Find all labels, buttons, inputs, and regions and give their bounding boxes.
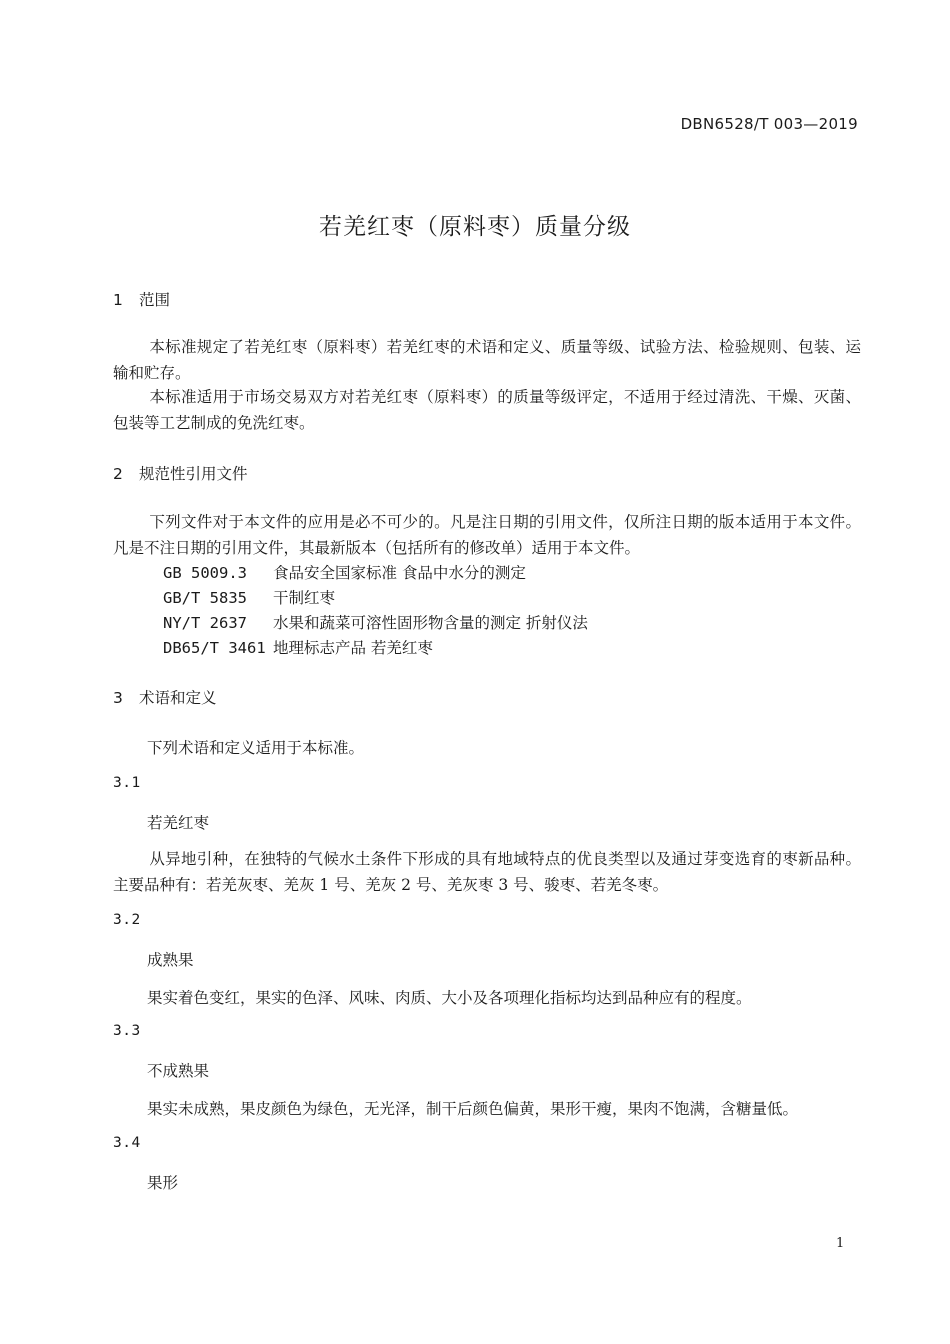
reference-code: NY/T 2637	[163, 614, 247, 632]
reference-item	[163, 586, 335, 608]
section-title: 范围	[139, 291, 171, 309]
term-heading: 成熟果	[147, 951, 194, 969]
section-number: 3	[113, 689, 123, 707]
document-number: DBN6528/T 003—2019	[680, 115, 858, 133]
reference-title: 干制红枣	[273, 589, 336, 607]
clause-number: 3.2	[113, 912, 141, 928]
clause-number: 3.3	[113, 1023, 141, 1039]
paragraph-text: 本标准适用于市场交易双方对若羌红枣（原料枣）的质量等级评定，不适用于经过清洗、干燥、灭菌、包装等工艺制成的免洗红枣。	[113, 388, 861, 432]
term-heading: 不成熟果	[147, 1062, 210, 1080]
terms-intro: 下列术语和定义适用于本标准。	[147, 739, 365, 757]
reference-item	[163, 611, 588, 633]
document-title: 若羌红枣（原料枣）质量分级	[319, 214, 631, 240]
reference-code: DB65/T 3461	[163, 639, 266, 657]
term-heading: 果形	[147, 1174, 179, 1192]
reference-item	[163, 561, 526, 583]
paragraph-text: 本标准规定了若羌红枣（原料枣）若羌红枣的术语和定义、质量等级、试验方法、检验规则、包装、运输和贮存。	[113, 338, 861, 382]
clause-number: 3.4	[113, 1135, 141, 1151]
section-number: 2	[113, 465, 123, 483]
term-definition: 果实着色变红，果实的色泽、风味、肉质、大小及各项理化指标均达到品种应有的程度。	[147, 989, 752, 1007]
reference-item	[163, 636, 433, 658]
reference-title: 水果和蔬菜可溶性固形物含量的测定 折射仪法	[273, 614, 588, 632]
paragraph-text: 下列文件对于本文件的应用是必不可少的。凡是注日期的引用文件，仅所注日期的版本适用于本文件。凡是不注日期的引用文件，其最新版本（包括所有的修改单）适用于本文件。	[113, 513, 861, 557]
reference-title: 食品安全国家标准 食品中水分的测定	[273, 564, 526, 582]
paragraph-text: 从异地引种，在独特的气候水土条件下形成的具有地域特点的优良类型以及通过芽变选育的枣新品种。主要品种有：若羌灰枣、羌灰 1 号、羌灰 2 号、羌灰枣 3 号、骏枣、若羌冬枣。	[113, 850, 861, 894]
page-number: 1	[836, 1236, 845, 1251]
section-2-heading	[113, 462, 248, 484]
section-title: 术语和定义	[139, 689, 217, 707]
reference-title: 地理标志产品 若羌红枣	[273, 639, 433, 657]
term-definition: 果实未成熟，果皮颜色为绿色，无光泽，制干后颜色偏黄，果形干瘦，果肉不饱满，含糖量低。	[147, 1100, 799, 1118]
normative-references-intro	[113, 509, 861, 561]
reference-code: GB/T 5835	[163, 589, 247, 607]
clause-number: 3.1	[113, 775, 141, 791]
term-definition	[113, 846, 861, 898]
reference-code: GB 5009.3	[163, 564, 247, 582]
section-3-heading	[113, 686, 217, 708]
scope-paragraph-2	[113, 384, 861, 436]
section-number: 1	[113, 291, 123, 309]
section-title: 规范性引用文件	[139, 465, 248, 483]
section-1-heading	[113, 288, 170, 310]
term-heading: 若羌红枣	[147, 814, 210, 832]
scope-paragraph-1	[113, 334, 861, 386]
